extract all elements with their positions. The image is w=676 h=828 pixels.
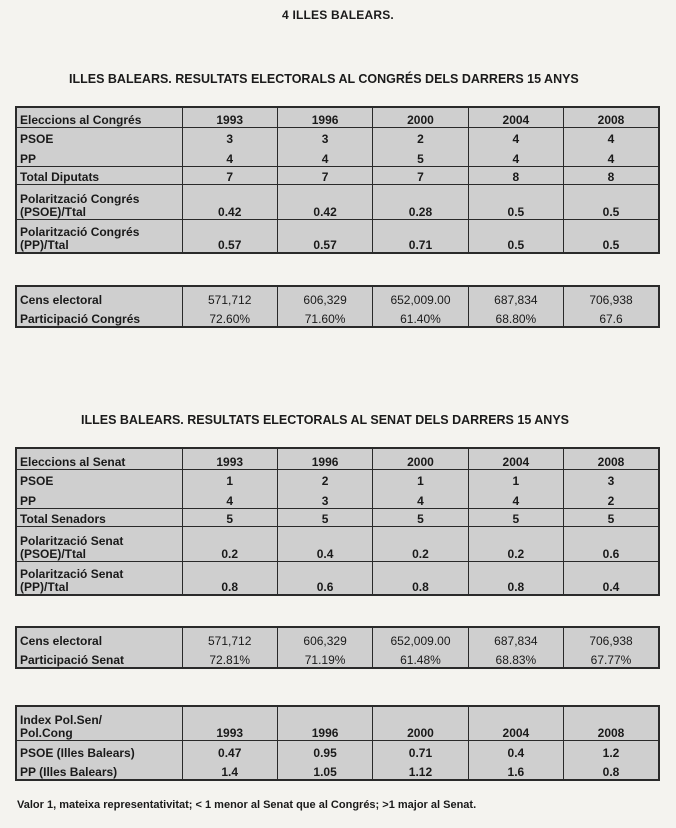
year-header: 2000: [373, 107, 468, 127]
table-cell: 8: [564, 166, 659, 184]
row-label-line: (PP)/Ttal: [20, 238, 69, 252]
table-cell: 571,712: [182, 286, 277, 307]
table-cell: 652,009.00: [373, 627, 468, 648]
table-cell: 7: [277, 166, 372, 184]
table-cell: 0.8: [564, 760, 659, 780]
row-label: PSOE (Illes Balears): [20, 746, 135, 760]
table-cell: 5: [373, 146, 468, 166]
table-row: [16, 488, 659, 508]
year-header: 2004: [468, 706, 563, 740]
year-header: 1996: [277, 706, 372, 740]
table-row: [16, 127, 659, 146]
senat-results-table: [15, 447, 660, 596]
year-header: 1996: [277, 107, 372, 127]
table-row: [16, 469, 659, 488]
header-label-line: Index Pol.Sen/: [20, 712, 103, 727]
row-label: [16, 184, 182, 219]
senat-census-table: [15, 626, 660, 669]
row-label: Cens electoral: [20, 293, 103, 307]
table-cell: 1.05: [277, 760, 372, 780]
table-cell: 0.4: [564, 561, 659, 595]
year-header: 1996: [277, 448, 372, 469]
header-label-line: Pol.Cong: [20, 725, 73, 740]
year-header: 2008: [564, 706, 659, 740]
year-header: 2008: [564, 107, 659, 127]
table-cell: 4: [373, 488, 468, 508]
table-cell: 4: [468, 488, 563, 508]
table-cell: 5: [468, 508, 563, 526]
table-cell: 652,009.00: [373, 286, 468, 307]
row-label-line: Polarització Congrés: [20, 191, 140, 206]
table-cell: 72.60%: [182, 307, 277, 327]
year-header: 1993: [182, 706, 277, 740]
page-heading: 4 ILLES BALEARS.: [282, 8, 394, 22]
table-cell: 0.42: [182, 184, 277, 219]
table-header-row: [16, 107, 659, 127]
row-label: [16, 219, 182, 253]
table-cell: 0.6: [277, 561, 372, 595]
table-cell: 3: [564, 469, 659, 488]
table-cell: 1: [373, 469, 468, 488]
table-cell: 67.77%: [564, 648, 659, 668]
table-cell: 4: [468, 127, 563, 146]
table-row: [16, 508, 659, 526]
table-cell: 0.95: [277, 740, 372, 760]
table-cell: 2: [564, 488, 659, 508]
row-label: Participació Congrés: [20, 312, 141, 326]
table-cell: 0.28: [373, 184, 468, 219]
table-cell: 706,938: [564, 286, 659, 307]
table-cell: 0.42: [277, 184, 372, 219]
table-cell: 0.5: [468, 219, 563, 253]
table-cell: 71.19%: [277, 648, 372, 668]
row-label: PSOE: [20, 132, 54, 146]
table-row: [16, 526, 659, 561]
table-cell: 71.60%: [277, 307, 372, 327]
row-label-line: Polarització Senat: [20, 567, 124, 581]
row-label: Total Diputats: [16, 166, 182, 184]
row-label: [16, 561, 182, 595]
index-table: [15, 705, 660, 781]
table-cell: 0.5: [564, 219, 659, 253]
year-header: 2000: [373, 448, 468, 469]
row-label-line: (PSOE)/Ttal: [20, 204, 87, 219]
table-cell: 0.8: [182, 561, 277, 595]
row-label: PP: [16, 146, 182, 166]
table-cell: 61.48%: [373, 648, 468, 668]
table-row: [16, 307, 659, 327]
table-cell: 4: [564, 146, 659, 166]
table-cell: 0.4: [277, 526, 372, 561]
row-label-line: Polarització Congrés: [20, 225, 140, 239]
table-cell: 2: [277, 469, 372, 488]
table-cell: 0.71: [373, 219, 468, 253]
table-header-row: [16, 448, 659, 469]
table-cell: 0.8: [468, 561, 563, 595]
table-row: [16, 184, 659, 219]
table-cell: 0.5: [468, 184, 563, 219]
table-cell: 0.57: [277, 219, 372, 253]
table-row: [16, 146, 659, 166]
table-cell: 0.6: [564, 526, 659, 561]
table-cell: 3: [277, 488, 372, 508]
footnote: Valor 1, mateixa representativitat; < 1 menor al Senat que al Congrés; >1 major al Senat.: [17, 799, 477, 811]
table-cell: 7: [373, 166, 468, 184]
table-row: [16, 166, 659, 184]
table-cell: 5: [564, 508, 659, 526]
row-label: PSOE: [20, 474, 54, 488]
senat-table-title: ILLES BALEARS. RESULTATS ELECTORALS AL SENAT DELS DARRERS 15 ANYS: [81, 413, 570, 427]
table-cell: 4: [182, 488, 277, 508]
table-cell: 67.6: [564, 307, 659, 327]
table-cell: 571,712: [182, 627, 277, 648]
table-row: [16, 760, 659, 780]
table-cell: 5: [373, 508, 468, 526]
year-header: 1993: [182, 448, 277, 469]
table-cell: 687,834: [468, 286, 563, 307]
header-label: [16, 706, 182, 740]
congres-results-table: [15, 106, 660, 254]
table-cell: 68.80%: [468, 307, 563, 327]
table-row: [16, 561, 659, 595]
table-row: [16, 648, 659, 668]
table-cell: 706,938: [564, 627, 659, 648]
table-cell: 8: [468, 166, 563, 184]
table-cell: 606,329: [277, 286, 372, 307]
table-cell: 68.83%: [468, 648, 563, 668]
year-header: 2008: [564, 448, 659, 469]
table-cell: 1.4: [182, 760, 277, 780]
table-header-row: [16, 706, 659, 740]
row-label: Cens electoral: [20, 634, 103, 648]
table-row: [16, 627, 659, 648]
table-cell: 1: [468, 469, 563, 488]
table-row: [16, 219, 659, 253]
header-label: Eleccions al Senat: [16, 448, 182, 469]
table-cell: 4: [564, 127, 659, 146]
table-cell: 0.2: [182, 526, 277, 561]
table-cell: 687,834: [468, 627, 563, 648]
table-cell: 606,329: [277, 627, 372, 648]
row-label: PP (Illes Balears): [20, 765, 118, 779]
table-cell: 0.8: [373, 561, 468, 595]
table-row: [16, 286, 659, 307]
table-cell: 2: [373, 127, 468, 146]
year-header: 2004: [468, 107, 563, 127]
congres-census-table: [15, 285, 660, 328]
table-cell: 61.40%: [373, 307, 468, 327]
table-cell: 0.71: [373, 740, 468, 760]
row-label-line: (PSOE)/Ttal: [20, 546, 87, 561]
table-cell: 0.4: [468, 740, 563, 760]
row-label: [16, 526, 182, 561]
year-header: 2000: [373, 706, 468, 740]
table-cell: 5: [277, 508, 372, 526]
table-cell: 72.81%: [182, 648, 277, 668]
table-row: [16, 740, 659, 760]
table-cell: 4: [182, 146, 277, 166]
year-header: 1993: [182, 107, 277, 127]
table-cell: 0.47: [182, 740, 277, 760]
table-cell: 0.57: [182, 219, 277, 253]
table-cell: 7: [182, 166, 277, 184]
table-cell: 3: [277, 127, 372, 146]
header-label: Eleccions al Congrés: [16, 107, 182, 127]
table-cell: 1.6: [468, 760, 563, 780]
congres-table-title: ILLES BALEARS. RESULTATS ELECTORALS AL CONGRÉS DELS DARRERS 15 ANYS: [69, 72, 579, 86]
table-cell: 0.2: [373, 526, 468, 561]
table-cell: 4: [468, 146, 563, 166]
table-cell: 4: [277, 146, 372, 166]
row-label-line: (PP)/Ttal: [20, 580, 69, 594]
table-cell: 1.2: [564, 740, 659, 760]
table-cell: 3: [182, 127, 277, 146]
row-label: Total Senadors: [16, 508, 182, 526]
table-cell: 1: [182, 469, 277, 488]
row-label-line: Polarització Senat: [20, 533, 124, 548]
year-header: 2004: [468, 448, 563, 469]
table-cell: 0.5: [564, 184, 659, 219]
row-label: Participació Senat: [20, 653, 125, 667]
table-cell: 5: [182, 508, 277, 526]
table-cell: 0.2: [468, 526, 563, 561]
table-cell: 1.12: [373, 760, 468, 780]
row-label: PP: [16, 488, 182, 508]
